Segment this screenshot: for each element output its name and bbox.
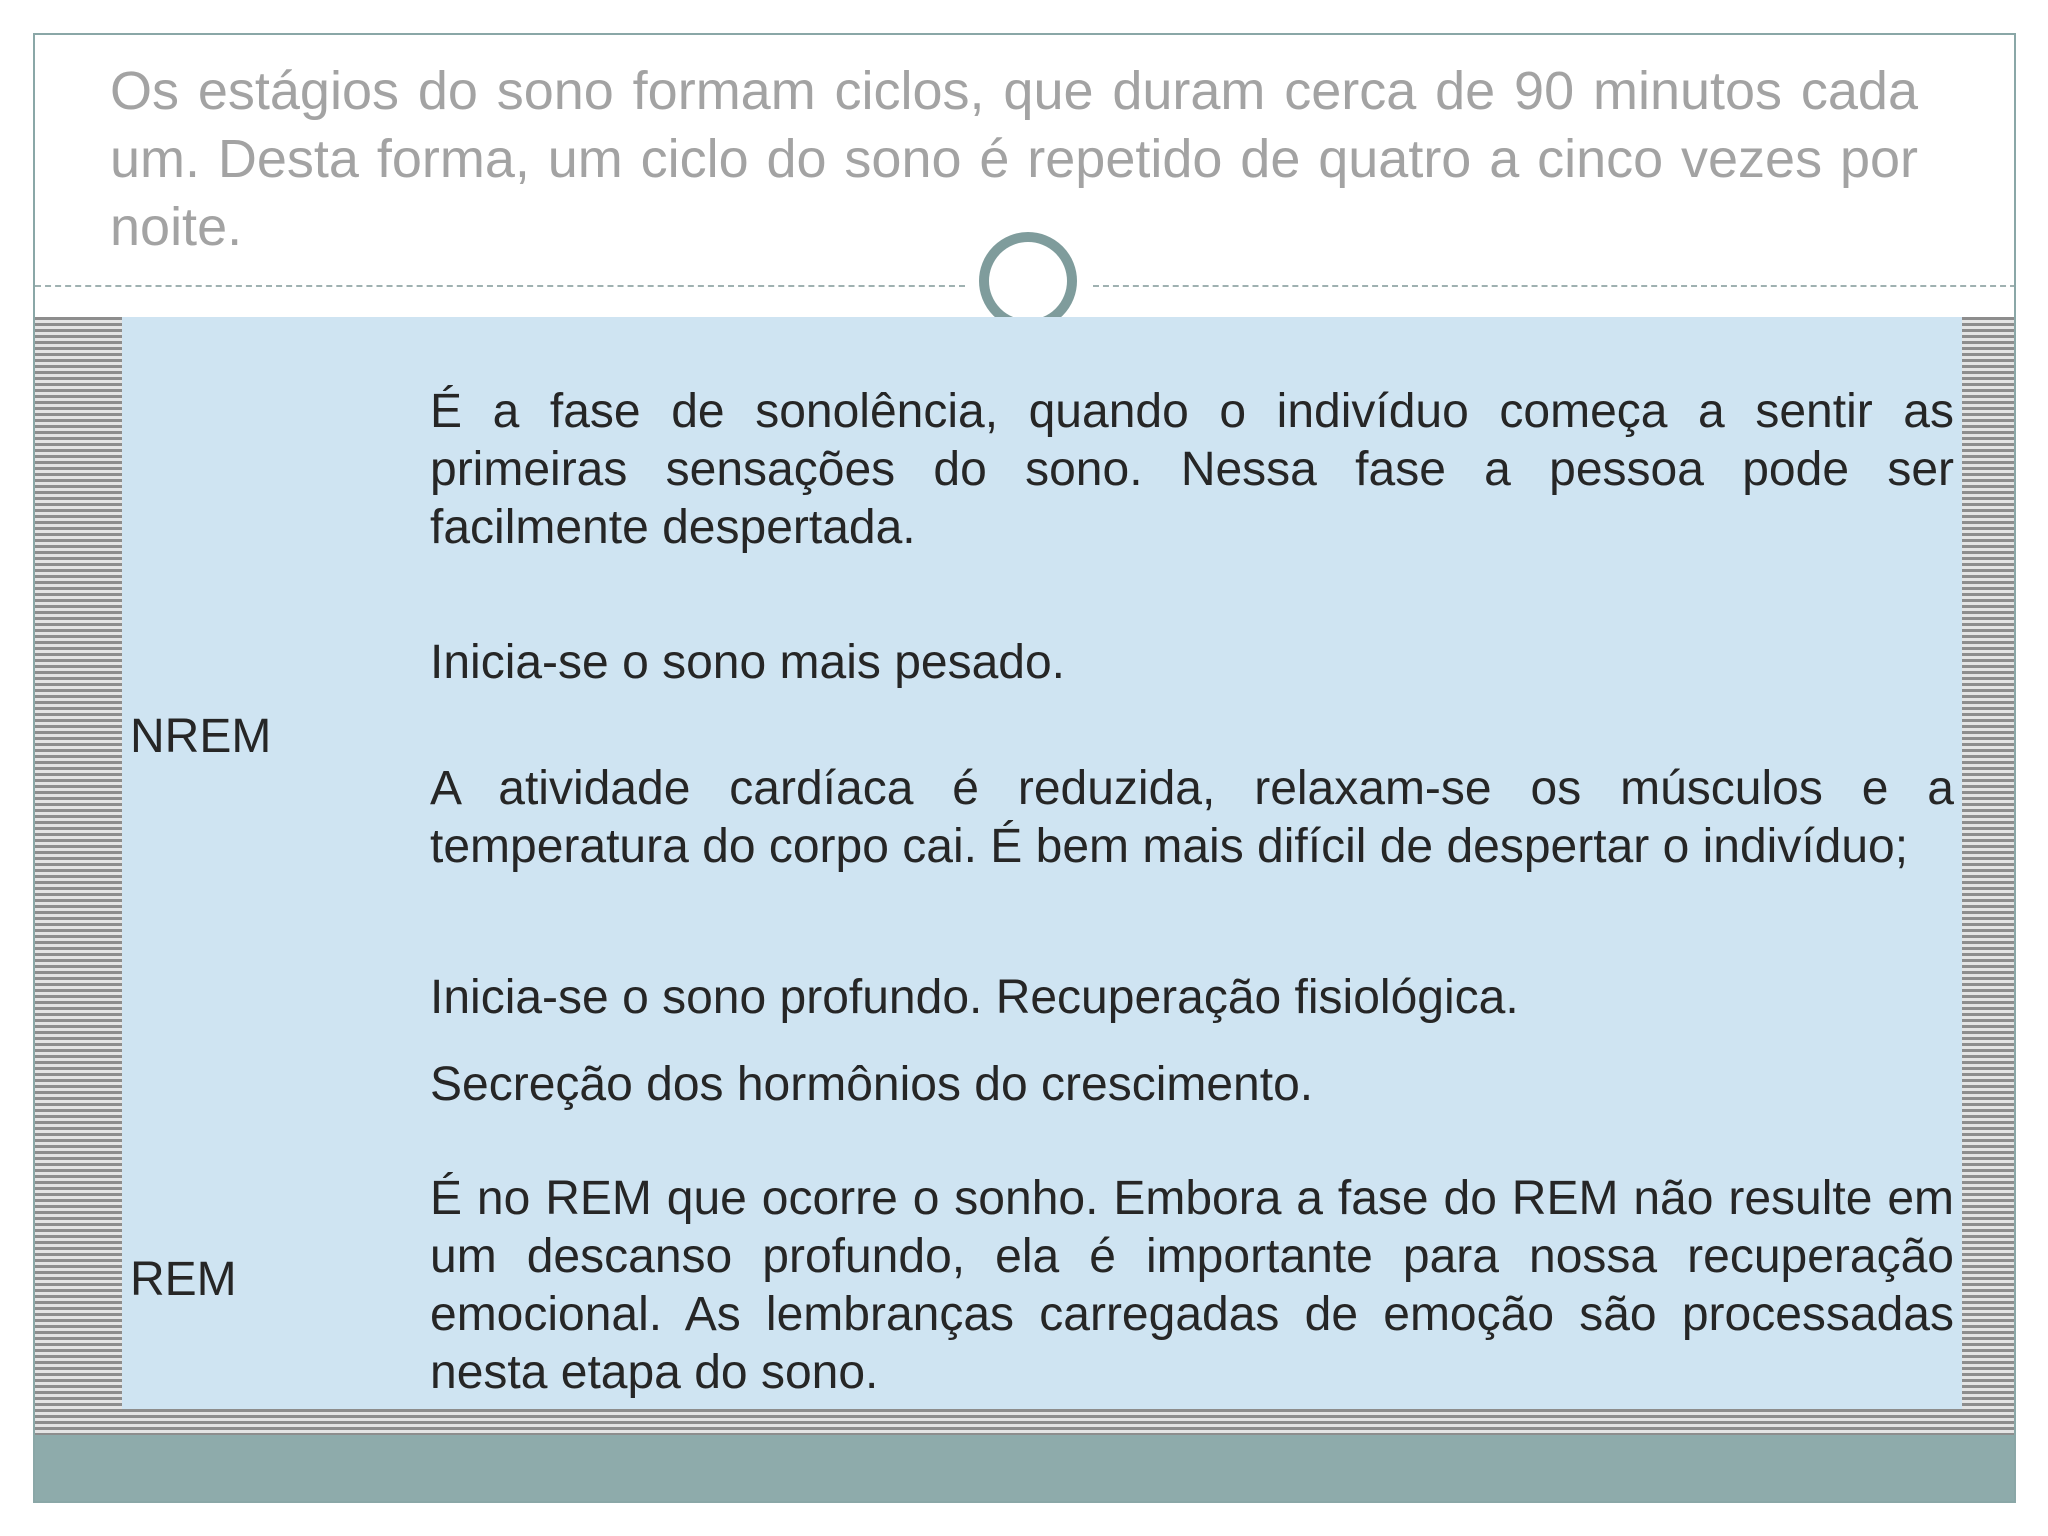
nrem-growth-hormone-description: Secreção dos hormônios do crescimento. xyxy=(430,1058,1314,1111)
rem-description: É no REM que ocorre o sonho. Embora a fase do REM não resulte em um descanso profundo, ela é importante para nossa recuperação emocional. As lembranças carregadas de emoção são processadas nesta etapa do sono. xyxy=(430,1172,1954,1399)
sleep-stages-table xyxy=(122,317,1962,1409)
nrem-stage-3-description: A atividade cardíaca é reduzida, relaxam-se os músculos e a temperatura do corpo cai. É bem mais difícil de despertar o indivíduo; xyxy=(430,762,1954,873)
ring-ornament-icon xyxy=(979,232,1077,330)
nrem-stage-2-description: Inicia-se o sono mais pesado. xyxy=(430,636,1066,689)
intro-paragraph: Os estágios do sono formam ciclos, que duram cerca de 90 minutos cada um. Desta forma, um ciclo do sono é repetido de quatro a cinco vezes por noite. xyxy=(110,61,1918,257)
slide xyxy=(33,33,2016,1503)
stage-label-rem: REM xyxy=(130,1253,237,1306)
nrem-stage-4-description: Inicia-se o sono profundo. Recuperação fisiológica. xyxy=(430,971,1519,1024)
nrem-stage-1-description: É a fase de sonolência, quando o indivíduo começa a sentir as primeiras sensações do sono. Nessa fase a pessoa pode ser facilmente despertada. xyxy=(430,385,1954,554)
title-divider-left xyxy=(35,285,965,287)
title-divider-right xyxy=(1093,285,2016,287)
stage-label-nrem: NREM xyxy=(130,710,272,763)
footer-bar xyxy=(35,1435,2014,1503)
